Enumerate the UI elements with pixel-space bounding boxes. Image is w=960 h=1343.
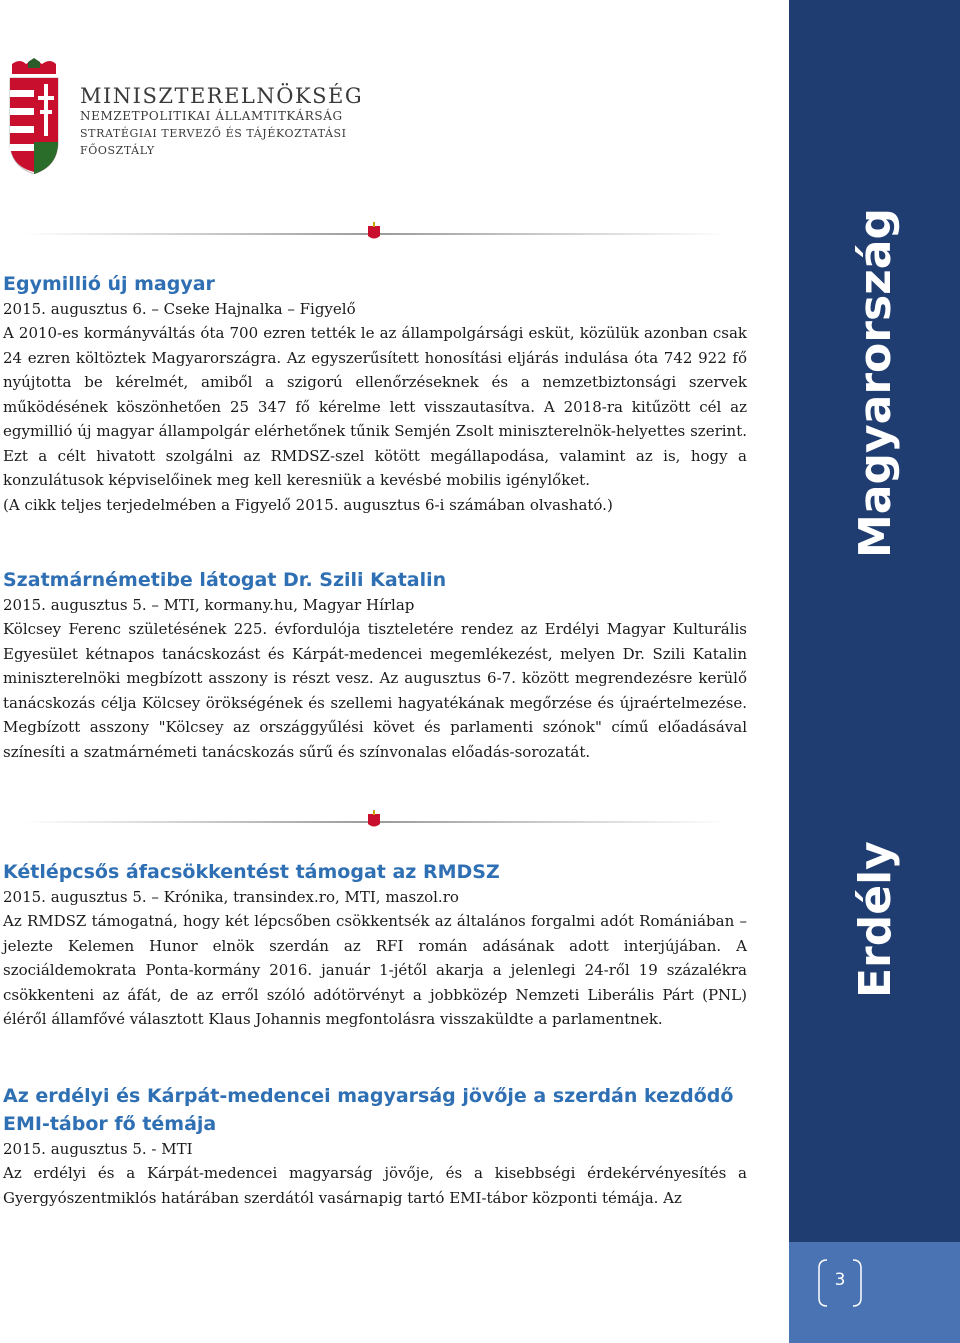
article-meta: 2015. augusztus 6. – Cseke Hajnalka – Figyelő — [3, 300, 356, 318]
article-body — [3, 1161, 747, 1210]
article-title[interactable]: Kétlépcsős áfacsökkentést támogat az RMDSZ — [3, 861, 500, 883]
article-2 — [3, 566, 747, 764]
article-paragraph: Az erdélyi és a Kárpát-medencei magyarság jövője, és a kisebbségi érdekérvényesítés a Gyergyószentmiklós határában szerdától vasárnapig tartó EMI-tábor központi témája. Az — [3, 1164, 747, 1207]
article-body — [3, 909, 747, 1032]
section-label-erdely: Erdély — [850, 841, 901, 998]
article-paragraph: A 2010-es kormányváltás óta 700 ezren tették le az állampolgársági esküt, közülük azonban csak 24 ezren költöztek Magyarországra. Az egyszerűsített honosítási eljárás indulása óta 742 922 fő nyújtotta be kérelmét, amiből a szigorú ellenőrzéseknek és a nemzetbiztonsági szervek működésének köszönhetően 25 347 fő kérelme lett visszautasítva. A 2018-ra kitűzött cél az egymillió új magyar állampolgár elérhetőnek tűnik Semjén Zsolt miniszterelnök-helyettes szerint. Ezt a célt hivatott szolgálni az RMDSZ-szel kötött megállapodása, valamint az is, hogy a konzulátusok képviselőinek meg kell keresniük a kevésbé mobilis igénylőket. — [3, 324, 747, 489]
organization-subtitle-2: STRATÉGIAI TERVEZŐ ÉS TÁJÉKOZTATÁSI FŐOSZTÁLY — [80, 127, 347, 157]
article-meta: 2015. augusztus 5. – MTI, kormany.hu, Magyar Hírlap — [3, 596, 415, 614]
article-paragraph: Az RMDSZ támogatná, hogy két lépcsőben csökkentsék az általános forgalmi adót Romániában – jelezte Kelemen Hunor elnök szerdán az RFI román adásának adott interjújában. A szociáldemokrata Ponta-kormány 2016. január 1-jétől akarja a jelenlegi 24-ről 19 százalékra csökkenteni az áfát, de az erről szóló adótörvényt a jobbközép Nemzeti Liberális Párt (PNL) éléről államfővé választott Klaus Johannis megfontolásra visszaküldte a parlamentnek. — [3, 912, 747, 1028]
article-3 — [3, 858, 747, 1032]
article-1 — [3, 270, 747, 517]
section-divider — [22, 222, 728, 242]
organization-logo-text — [80, 84, 400, 159]
article-meta: 2015. augusztus 5. - MTI — [3, 1140, 193, 1158]
coat-of-arms-icon — [6, 58, 62, 174]
article-title[interactable]: Egymillió új magyar — [3, 273, 215, 295]
article-meta: 2015. augusztus 5. – Krónika, transindex.ro, MTI, maszol.ro — [3, 888, 459, 906]
section-label-magyarorszag: Magyarország — [850, 208, 901, 558]
sidebar-band-footer — [789, 1242, 960, 1343]
page-number: 3 — [834, 1270, 846, 1290]
article-body — [3, 321, 747, 517]
article-paragraph: (A cikk teljes terjedelmében a Figyelő 2015. augusztus 6-i számában olvasható.) — [3, 495, 613, 514]
sidebar-band — [789, 0, 960, 1343]
organization-title: MINISZTERELNÖKSÉG — [80, 84, 364, 108]
article-title[interactable]: Szatmárnémetibe látogat Dr. Szili Katalin — [3, 569, 447, 591]
article-body — [3, 617, 747, 764]
article-4 — [3, 1082, 747, 1210]
organization-subtitle-1: NEMZETPOLITIKAI ÁLLAMTITKÁRSÁG — [80, 109, 343, 123]
section-divider — [22, 810, 728, 830]
article-title[interactable]: Az erdélyi és Kárpát-medencei magyarság jövője a szerdán kezdődő EMI-tábor fő témája — [3, 1085, 734, 1135]
article-paragraph: Kölcsey Ferenc születésének 225. évfordulója tiszteletére rendez az Erdélyi Magyar Kulturális Egyesület kétnapos tanácskozást és Kárpát-medencei megemlékezést, melyen Dr. Szili Katalin miniszterelnöki megbízott asszony is részt vesz. Az augusztus 6-7. között megrendezésre kerülő tanácskozás célja Kölcsey örökségének és szellemi hagyatékának megőrzése és újraértelmezése. Megbízott asszony "Kölcsey az országgyűlési követ és parlamenti szónok" című előadásával színesíti a szatmárnémeti tanácskozás sűrű és színvonalas előadás-sorozatát. — [3, 620, 747, 761]
